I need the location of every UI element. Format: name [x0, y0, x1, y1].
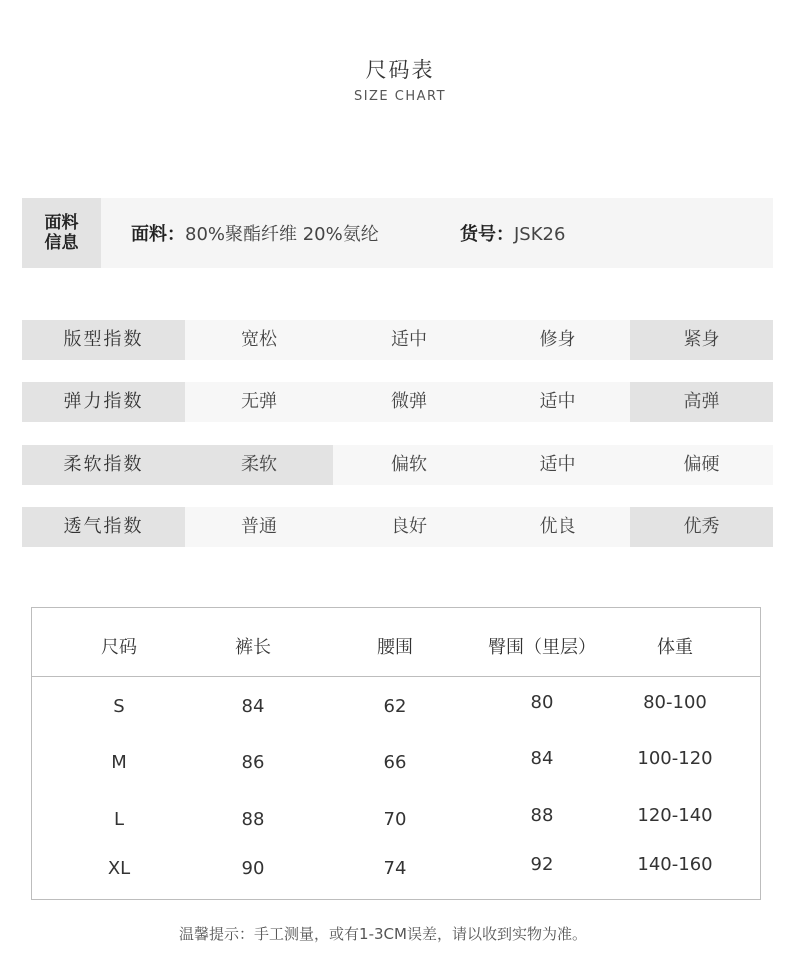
size-cell: XL: [107, 858, 131, 879]
size-cell: 74: [383, 858, 407, 879]
fabric-sku: [460, 220, 565, 246]
index-label: 版型指数: [22, 320, 185, 360]
size-column-header: 尺码: [101, 637, 137, 658]
size-cell: 80: [530, 692, 554, 713]
page-title: 尺码表: [365, 58, 435, 82]
size-cell: S: [113, 696, 125, 717]
fabric-info-bar: [22, 198, 773, 268]
measurement-notice: 温馨提示：手工测量，或有1-3CM误差，请以收到实物为准。: [179, 925, 587, 943]
index-option: 普通: [241, 516, 277, 537]
size-cell: 90: [241, 858, 265, 879]
index-option: 修身: [539, 329, 576, 350]
page-subtitle: SIZE CHART: [353, 89, 447, 104]
size-cell: 86: [241, 752, 265, 773]
size-cell: M: [111, 752, 127, 773]
size-cell: 66: [383, 752, 407, 773]
size-cell: 140-160: [637, 854, 713, 875]
size-cell: 88: [530, 805, 554, 826]
index-option: 微弹: [391, 391, 427, 412]
index-label: 透气指数: [22, 507, 185, 547]
index-option: 偏硬: [683, 454, 720, 475]
size-cell: 80-100: [643, 692, 707, 713]
size-column-header: 裤长: [235, 637, 271, 658]
index-option: 无弹: [241, 391, 277, 412]
sku-label: 货号：: [460, 224, 514, 245]
size-cell: 100-120: [637, 748, 713, 769]
size-cell: 92: [530, 854, 554, 875]
size-cell: 120-140: [637, 805, 713, 826]
material-label: 面料：: [131, 224, 185, 245]
index-row: [22, 507, 773, 547]
size-column-header: 腰围: [377, 637, 413, 658]
index-row: [22, 382, 773, 422]
index-label: 弹力指数: [22, 382, 185, 422]
index-option: 适中: [391, 329, 427, 350]
size-table: [31, 607, 761, 900]
size-table-divider: [32, 676, 760, 677]
size-cell: 84: [241, 696, 265, 717]
size-cell: 62: [383, 696, 407, 717]
sku-value: JSK26: [514, 224, 566, 245]
size-cell: 84: [530, 748, 554, 769]
index-option: 偏软: [391, 454, 427, 475]
index-option-selected: 柔软: [185, 445, 333, 485]
fabric-material: [131, 220, 379, 246]
index-option-selected: 紧身: [630, 320, 773, 360]
index-option: 优良: [539, 516, 576, 537]
fabric-info-tag: [22, 198, 101, 268]
material-value: 80%聚酯纤维 20%氨纶: [185, 224, 379, 245]
index-option-selected: 高弹: [630, 382, 773, 422]
fabric-tag-line1: 面料: [44, 213, 79, 233]
size-cell: 88: [241, 809, 265, 830]
index-label: 柔软指数: [22, 445, 185, 485]
index-option: 适中: [539, 454, 576, 475]
size-cell: 70: [383, 809, 407, 830]
fabric-tag-line2: 信息: [44, 233, 79, 253]
index-row: [22, 320, 773, 360]
index-option-selected: 优秀: [630, 507, 773, 547]
size-cell: L: [113, 809, 125, 830]
size-column-header: 体重: [657, 637, 693, 658]
index-option: 适中: [539, 391, 576, 412]
index-option: 宽松: [241, 329, 277, 350]
size-column-header: 臀围（里层）: [488, 637, 596, 658]
index-option: 良好: [391, 516, 427, 537]
index-row: [22, 445, 773, 485]
